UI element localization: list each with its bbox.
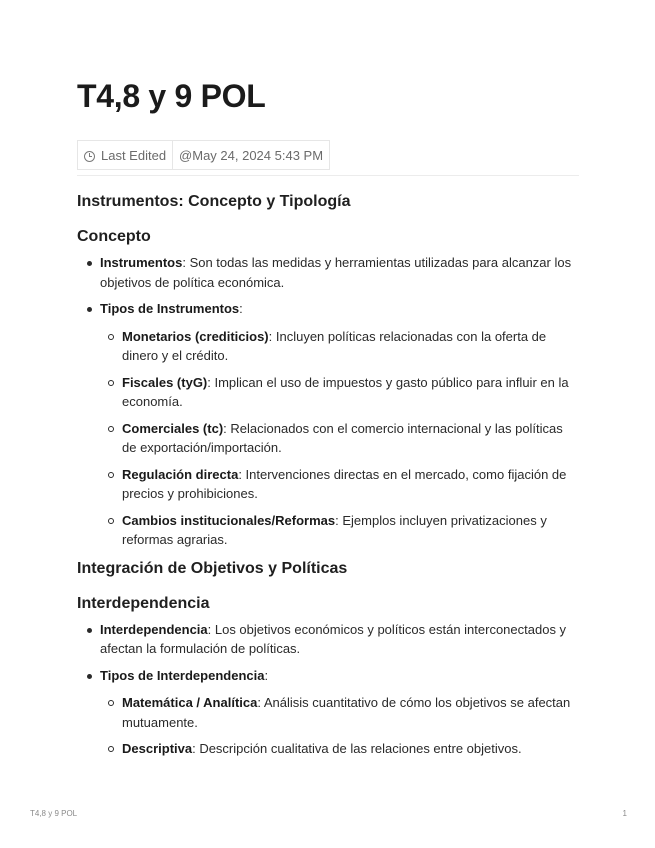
clock-icon xyxy=(84,151,95,162)
list-item-text: : Análisis cuantitativo de cómo los objetivos se afectan mutuamente. xyxy=(122,695,571,730)
list-item-text: : xyxy=(264,667,269,683)
divider xyxy=(77,175,579,176)
list-item-term: Comerciales (tc) xyxy=(122,420,224,436)
sub-list-item xyxy=(100,693,579,732)
list-item xyxy=(77,299,579,550)
list-item-text: : Ejemplos incluyen privatizaciones y reformas agrarias. xyxy=(122,512,547,547)
list-item-term: Interdependencia xyxy=(100,621,208,637)
sub-bullet-list xyxy=(100,693,579,759)
list-item-term: Descriptiva xyxy=(122,741,193,756)
list-item xyxy=(77,666,579,759)
section-subheading: Concepto xyxy=(77,228,151,245)
sub-list-item xyxy=(100,511,579,550)
property-value: @May 24, 2024 5:43 PM xyxy=(179,147,324,163)
sub-list-item xyxy=(100,419,579,458)
list-item-term: Matemática / Analítica xyxy=(122,695,258,710)
sub-list-item xyxy=(100,327,579,366)
property-row xyxy=(77,140,330,170)
sub-list-item xyxy=(100,465,579,504)
page-number: 1 xyxy=(622,809,627,818)
list-item-term: Monetarios (crediticios) xyxy=(122,328,269,344)
sub-list-item xyxy=(100,739,579,759)
list-item-text: : Descripción cualitativa de las relaciones entre objetivos. xyxy=(192,741,522,756)
sub-bullet-list xyxy=(100,327,579,550)
bullet-list xyxy=(77,253,579,550)
property-label-cell xyxy=(78,141,172,169)
property-label: Last Edited xyxy=(101,147,167,163)
list-item-text: : Los objetivos económicos y políticos están interconectados y afectan la formulación de políticas. xyxy=(100,621,567,656)
list-item xyxy=(77,253,579,292)
list-item-term: Fiscales (tyG) xyxy=(122,374,208,390)
section-heading: Instrumentos: Concepto y Tipología xyxy=(77,193,351,210)
list-item-text: : Son todas las medidas y herramientas utilizadas para alcanzar los objetivos de política económica. xyxy=(100,255,572,290)
section-subheading: Interdependencia xyxy=(77,594,210,612)
list-item-term: Cambios institucionales/Reformas xyxy=(122,512,336,528)
list-item-text: : Incluyen políticas relacionadas con la oferta de dinero y el crédito. xyxy=(122,328,547,363)
list-item-text: : Relacionados con el comercio internacional y las políticas de exportación/importación. xyxy=(122,420,563,455)
list-item-text: : xyxy=(239,301,243,316)
list-item-term: Tipos de Instrumentos xyxy=(100,301,240,316)
list-item xyxy=(77,620,579,659)
list-item-text: : Implican el uso de impuestos y gasto público para influir en la economía. xyxy=(122,374,569,409)
page-title: T4,8 y 9 POL xyxy=(77,78,266,114)
list-item-text: : Intervenciones directas en el mercado, como fijación de precios y prohibiciones. xyxy=(122,466,567,501)
footer-title: T4,8 y 9 POL xyxy=(30,809,78,818)
list-item-term: Regulación directa xyxy=(122,466,239,482)
bullet-list xyxy=(77,620,579,759)
document-content xyxy=(77,190,579,766)
list-item-term: Tipos de Interdependencia xyxy=(100,667,265,683)
section-heading: Integración de Objetivos y Políticas xyxy=(77,559,348,577)
property-value-cell xyxy=(172,141,329,169)
sub-list-item xyxy=(100,373,579,412)
list-item-term: Instrumentos xyxy=(100,255,183,270)
